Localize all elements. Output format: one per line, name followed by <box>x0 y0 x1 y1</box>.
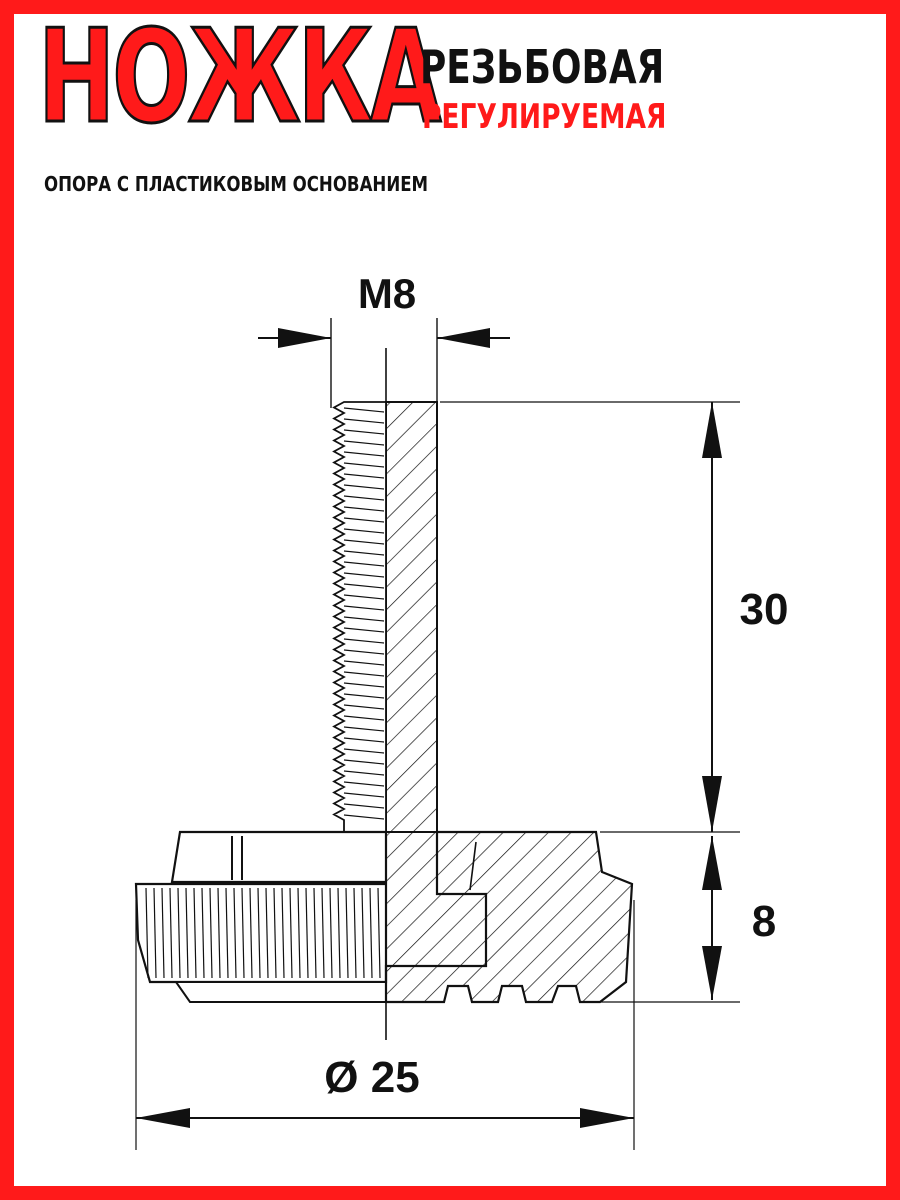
base-height-label: 8 <box>751 897 777 946</box>
product-title-line3: РЕГУЛИРУЕМАЯ <box>422 97 667 137</box>
product-subtitle: ОПОРА С ПЛАСТИКОВЫМ ОСНОВАНИЕМ <box>44 172 429 196</box>
thread-size-label: M8 <box>357 270 417 317</box>
thread-dimension <box>258 270 510 408</box>
stem-length-label: 30 <box>739 585 789 634</box>
product-title-line2: РЕЗЬБОВАЯ <box>420 40 665 94</box>
stem-length-dimension <box>440 402 788 832</box>
diameter-label: Ø 25 <box>324 1053 420 1102</box>
plastic-base <box>136 832 632 1002</box>
product-title: НОЖКА <box>38 3 439 152</box>
